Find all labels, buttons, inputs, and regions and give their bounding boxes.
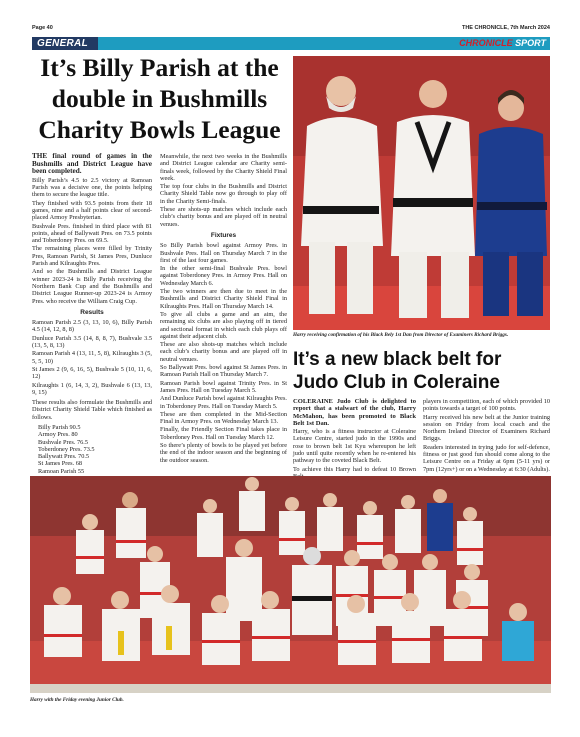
- junior-club-photo-illustration: [30, 476, 551, 693]
- black-belt-photo-illustration: [293, 56, 550, 330]
- paragraph: These are also shots-up matches which include each club’s charity bonus and are played off in neutral venues.: [160, 341, 287, 363]
- judo-column-2: [423, 398, 550, 474]
- paragraph: The two winners are then due to meet in the Bushmills and District Charity Shield Final in Kilraughts Pres. Hall on Thursday March 14.: [160, 288, 287, 310]
- brand-sub: SPORT: [515, 38, 546, 48]
- paragraph: To give all clubs a game and an aim, the remaining six clubs are also playing off in tiered and sectional format in which each club plays off against their adjacent club.: [160, 310, 287, 340]
- results-heading: Results: [80, 308, 104, 316]
- section-tag: GENERAL: [32, 37, 98, 50]
- paragraph: In the other semi-final Bushvale Pres. bowl against Toberdoney Pres. in Armoy Pres. Hall on Wednesday March 6.: [160, 265, 287, 287]
- paragraph: And Dunluce Parish bowl against Kilraughts Pres. in Toberdoney Pres. Hall on Tuesday March 5.: [160, 395, 287, 410]
- paragraph: Finally, the Friendly Section Final takes place in Toberdoney Pres. Hall on Tuesday March 12.: [160, 426, 287, 441]
- junior-club-caption: Harry with the Friday evening Junior Club.: [30, 697, 124, 703]
- bowls-column-1: [32, 153, 152, 497]
- result-line: St James 2 (9, 6, 16, 5), Bushvale 5 (10, 11, 6, 12): [32, 365, 152, 381]
- paragraph: Meanwhile, the next two weeks in the Bushmills and District League calendar are Charity semi-finals week, followed by the Charity Shield Final week.: [160, 153, 287, 182]
- publication-date: THE CHRONICLE, 7th March 2024: [461, 25, 550, 31]
- paragraph: Bushvale Pres. finished in third place with 81 points, ahead of Ballywatt Pres. on 73.5 points and Toberdoney Pres. on 69.5.: [32, 222, 152, 245]
- paragraph: Billy Parish’s 4.5 to 2.5 victory at Ramoan Parish was a decisive one, the points helping them to secure the league title.: [32, 176, 152, 199]
- judo-lead: COLERAINE Judo Club is delighted to report that a stalwart of the club, Harry McMahon, has been promoted to Black Belt 1st Dan.: [293, 398, 416, 427]
- paragraph: The remaining places were filled by Trinity Pres, Ramoan Parish, St James Pres, Dunluce Parish and Kilraughts Pres.: [32, 245, 152, 268]
- page-number: Page 40: [32, 25, 53, 31]
- paragraph: The top four clubs in the Bushmills and District Charity Shield Table now go through to play off in the Charity Semi-finals.: [160, 183, 287, 205]
- standings-row: Ramoan Parish 55: [38, 467, 85, 475]
- page-header: [32, 25, 550, 35]
- paragraph: These are then completed in the Mid-Section Final in Armoy Pres. on Wednesday March 13.: [160, 410, 287, 426]
- result-line: Kilraughts 1 (6, 14, 3, 2), Bushvale 6 (13, 13, 9, 15): [32, 381, 152, 396]
- standings-row: Billy Parish 90.5: [38, 423, 81, 431]
- paragraph: And so the Bushmills and District League winner 2023-24 is Billy Parish receiving the Northern Bank Cup and the Bushmills and District League Runner-up 2023-24 is Armoy Pres. who receive the William Craig Cup.: [32, 268, 152, 305]
- fixtures-heading: Fixtures: [210, 231, 237, 239]
- paragraph: So there’s plenty of bowls to be played yet before the end of the indoor season and the beginning of the outdoor season.: [160, 441, 287, 464]
- paragraph: They finished with 93.5 points from their 18 games, nine and a half points clear of second-placed Armoy Presbyterian.: [32, 199, 152, 222]
- paragraph: So Ballywatt Pres. bowl against St James Pres. in Ramoan Parish Hall on Thursday March 7.: [160, 364, 287, 379]
- paragraph: players in competition, each of which provided 10 points towards a target of 100 points.: [423, 398, 550, 413]
- bowls-column-2: [160, 153, 287, 465]
- section-bar: [32, 37, 550, 50]
- paragraph: Harry received his new belt at the Junior training session on Friday from local coach and the Northern Ireland Director of Examiners Richard Briggs.: [423, 413, 550, 443]
- standings-row: Ballywatt Pres. 70.5: [38, 453, 90, 461]
- result-line: Ramoan Parish 2.5 (3, 13, 10, 6), Billy Parish 4.5 (14, 12, 8, 8): [32, 319, 152, 334]
- table-intro: These results also formulate the Bushmills and District Charity Shield Table which finished as follows.: [32, 399, 152, 421]
- result-line: Dunluce Parish 3.5 (14, 8, 8, 7), Bushvale 3.5 (13, 5, 8, 13): [32, 334, 152, 350]
- paragraph: These are shots-up matches which include each club’s charity bonus and are played off in neutral venues.: [160, 206, 287, 228]
- bowls-lead: THE final round of games in the Bushmills and District League have been completed.: [32, 152, 152, 176]
- paragraph: So Billy Parish bowl against Armoy Pres. in Bushvale Pres. Hall on Thursday March 7 in the first of the last four games.: [160, 242, 287, 264]
- result-line: Ramoan Parish 4 (13, 11, 5, 8), Kilraughts 3 (5, 5, 5, 10): [32, 350, 152, 365]
- sport-brand: [459, 37, 546, 50]
- paragraph: Harry, who is a fitness instructor at Coleraine Leisure Centre, started judo in the 1990s and rose to brown belt 1st Kyu whereupon he left judo until quite recently when he re-entered his pathway to the coveted Black Belt.: [293, 428, 416, 465]
- standings-row: Bushvale Pres. 76.5: [38, 438, 89, 446]
- standings-row: St James Pres. 68: [38, 460, 83, 468]
- paragraph: To achieve this Harry had to defeat 10 Brown: [293, 465, 416, 473]
- judo-headline: It’s a new black belt for Judo Club in Coleraine: [293, 349, 502, 393]
- standings-row: Toberdoney Pres. 73.5: [38, 445, 95, 453]
- black-belt-photo: [293, 56, 550, 330]
- standings-row: Armoy Pres. 80: [38, 431, 78, 439]
- black-belt-caption: Harry receiving confirmation of his Black Bely 1st Dan from Director of Examiners Richard Briggs.: [293, 332, 509, 338]
- junior-club-photo: [30, 476, 551, 693]
- judo-column-1: [293, 398, 416, 481]
- paragraph: Readers interested in trying judo for self-defence, fitness or just good fun should come along to the Leisure Centre on a Friday at 6pm (5-11 yrs) or 7pm (12yrs+) or on a Wednesday at 6:30 (Adults).: [423, 443, 550, 473]
- brand-main: CHRONICLE: [459, 38, 513, 48]
- paragraph: Ramoan Parish bowl against Trinity Pres. in St James Pres. Hall on Tuesday March 5.: [160, 379, 287, 394]
- bowls-headline: It’s Billy Parish at the double in Bushmills Charity Bowls League: [38, 53, 281, 144]
